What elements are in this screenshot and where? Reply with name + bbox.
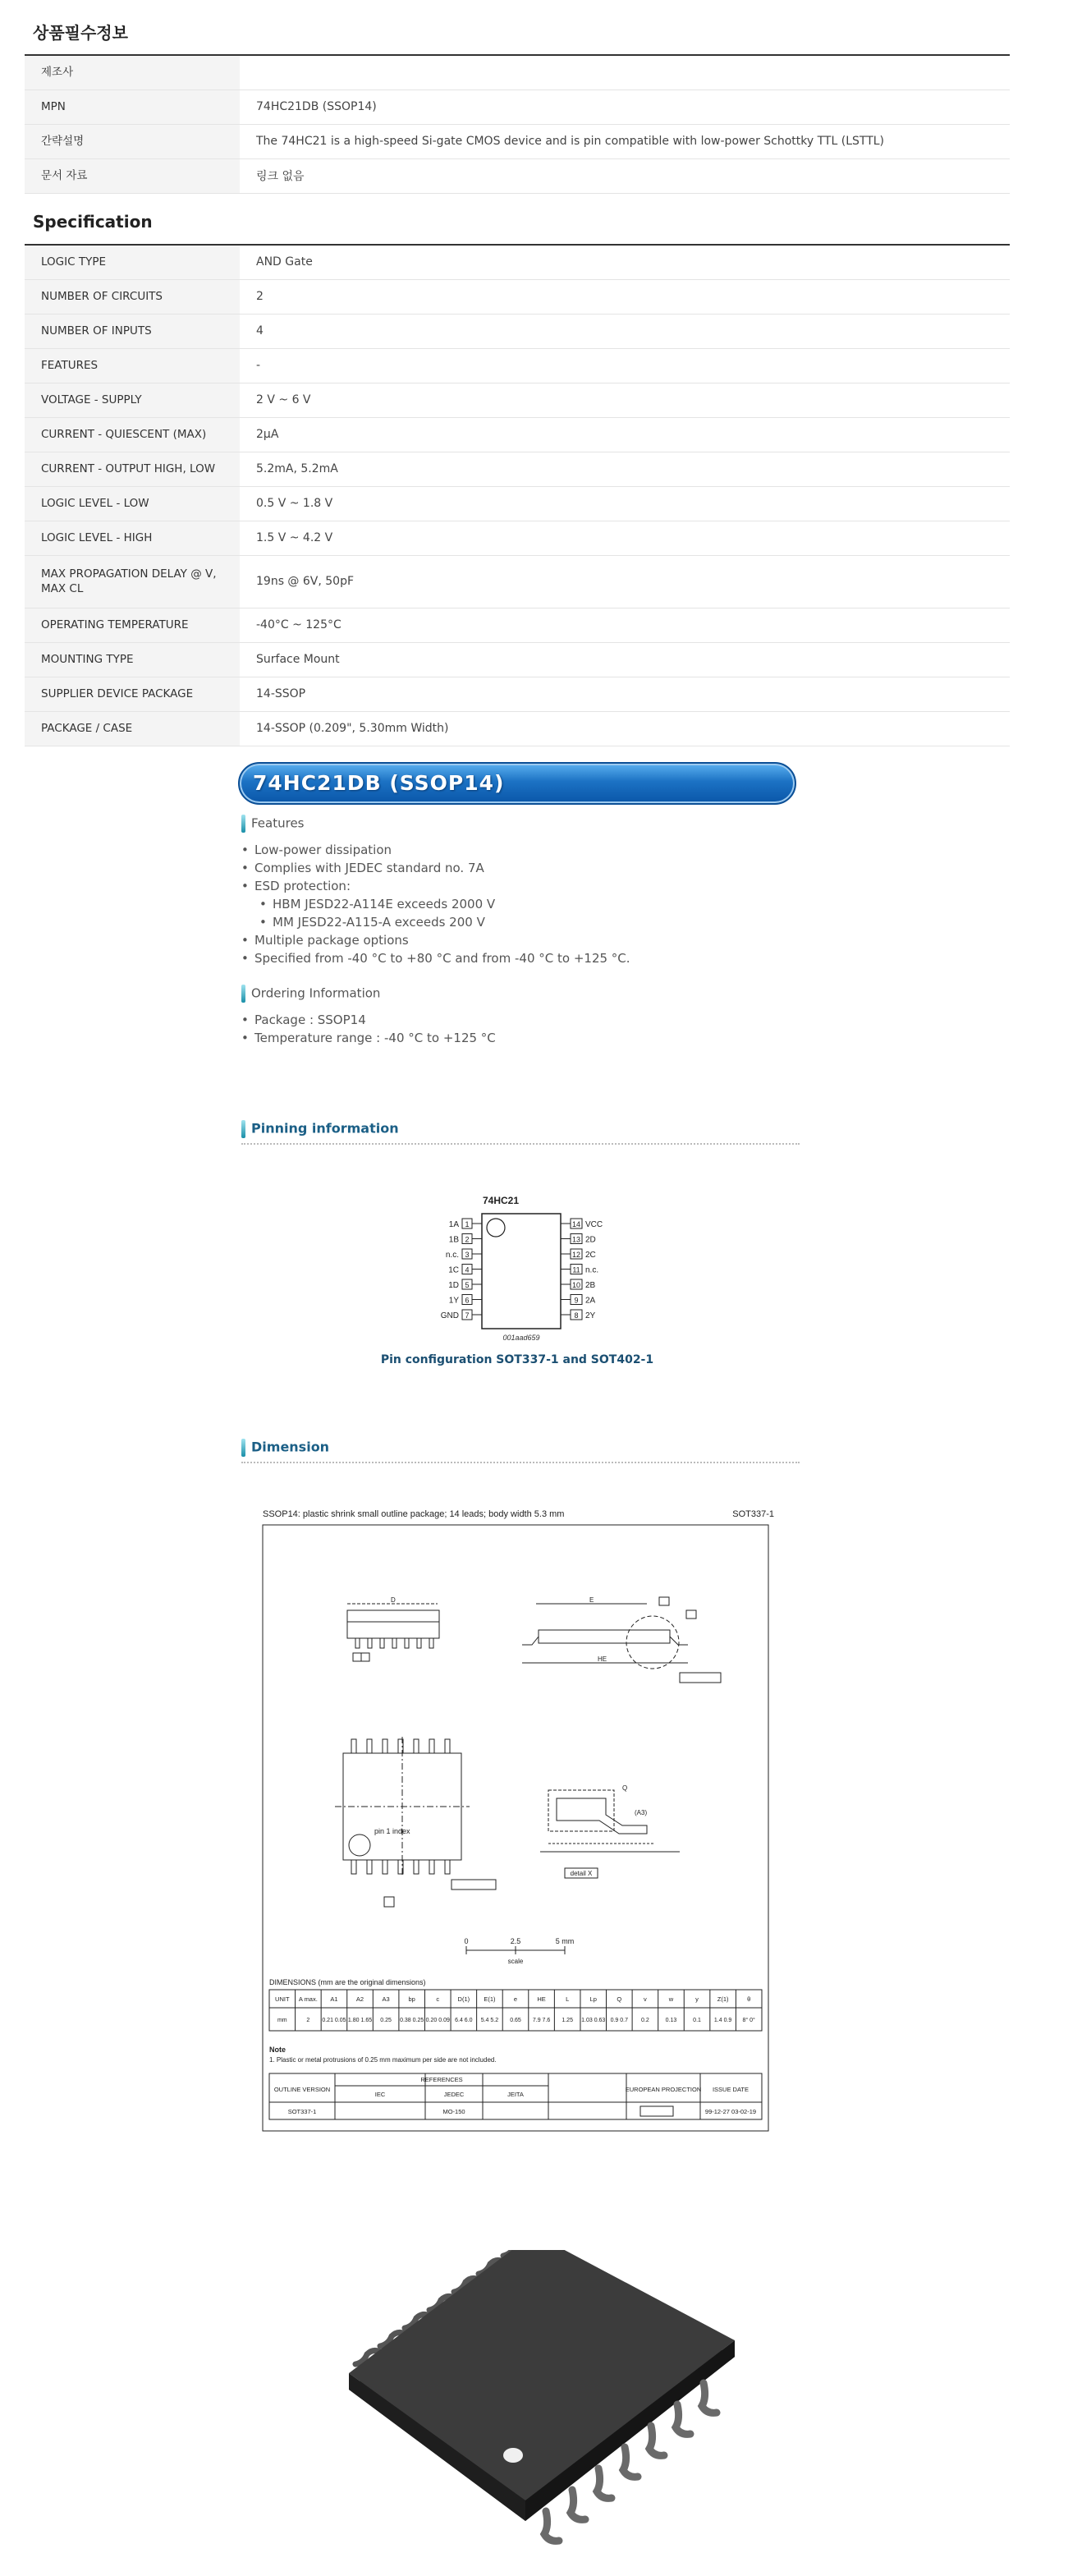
chip-lead [597,2468,612,2498]
dims-cell: 5.4 5.2 [480,2018,499,2023]
row-value: 2μA [240,417,1010,452]
pin1-dot [503,2448,523,2463]
table-row [25,124,1010,158]
list-item: • ESD protection: [241,877,630,895]
drawing-code: SOT337-1 [732,1509,774,1519]
chip-lead [571,2490,585,2519]
row-key: MAX PROPAGATION DELAY @ V, MAX CL [25,555,240,608]
outline-cell: 99-12-27 03-02-19 [704,2108,757,2115]
pin-name: 2Y [585,1311,596,1320]
pin-name: GND [440,1311,459,1320]
lead [367,1739,372,1753]
outline-header-cell: REFERENCES [420,2076,463,2083]
table-row [25,314,1010,348]
dimension-heading [241,1439,329,1457]
row-key: NUMBER OF INPUTS [25,314,240,348]
lead [383,1739,387,1753]
lead [429,1638,433,1648]
svg-text:(A3): (A3) [635,1809,648,1816]
table-row [25,711,1010,746]
bar-icon [241,815,245,833]
spec-title: Specification [33,212,153,232]
lead [445,1860,450,1874]
pin-number: 7 [465,1311,470,1320]
row-value: 5.2mA, 5.2mA [240,452,1010,486]
pin-name: n.c. [585,1265,599,1275]
row-key: CURRENT - OUTPUT HIGH, LOW [25,452,240,486]
pin-name: VCC [585,1220,603,1229]
table-row [25,486,1010,521]
table-row [25,608,1010,642]
pinout-chip-name: 74HC21 [482,1195,520,1206]
table-row [25,348,1010,383]
pinout-code: 001aad659 [502,1334,540,1342]
pin-number: 13 [571,1235,581,1244]
outline-cell: SOT337-1 [287,2108,317,2115]
list-item: • Specified from -40 °C to +80 °C and from -40 °C to +125 °C. [241,949,630,967]
dims-header-cell: HE [537,1995,546,2003]
row-key: CURRENT - QUIESCENT (MAX) [25,417,240,452]
pin-number: 9 [574,1296,579,1305]
table-row [25,90,1010,124]
table-row [25,417,1010,452]
scale-label: 2.5 [510,1937,521,1945]
row-value: 링크 없음 [240,158,1010,193]
ordering-list [241,1011,496,1047]
dimension-title: Dimension [251,1439,330,1455]
list-item: • MM JESD22-A115-A exceeds 200 V [241,913,630,931]
row-key: LOGIC TYPE [25,245,240,279]
dims-header-cell: A max. [298,1995,318,2003]
pin-caption: Pin configuration SOT337-1 and SOT402-1 [380,1353,654,1366]
table-row [25,677,1010,711]
pin-name: n.c. [445,1251,459,1260]
lead [355,1638,360,1648]
dims-cell: 1.03 0.63 [581,2018,606,2023]
pin-number: 2 [465,1235,470,1244]
lead [429,1739,434,1753]
lead [351,1860,356,1874]
row-key: NUMBER OF CIRCUITS [25,279,240,314]
dims-header-cell: Lp [589,1995,597,2003]
dims-cell: 8° 0° [742,2018,755,2023]
lead [351,1739,356,1753]
dims-cell: 1.4 0.9 [713,2018,732,2023]
note-title: Note [269,2046,286,2054]
scale-label: 5 mm [555,1937,575,1945]
pin-number: 1 [465,1220,470,1228]
drawing-frame [263,1525,768,2131]
list-item: • Low-power dissipation [241,841,630,859]
pin-number: 14 [571,1220,581,1228]
row-key: LOGIC LEVEL - HIGH [25,521,240,555]
lead [417,1638,421,1648]
row-value: 4 [240,314,1010,348]
drawing-title: SSOP14: plastic shrink small outline package; 14 leads; body width 5.3 mm [263,1509,565,1519]
dims-header-cell: v [644,1995,647,2003]
end-view [522,1596,721,1683]
row-key: MPN [25,90,240,124]
pinning-title: Pinning information [251,1120,399,1136]
scale-text: scale [507,1958,524,1965]
dims-header-cell: c [436,1995,440,2003]
dims-header-cell: L [566,1995,570,2003]
outline-header-cell: EUROPEAN PROJECTION [625,2086,702,2093]
lead [392,1638,397,1648]
dims-header-cell: Q [617,1995,622,2003]
dims-header-cell: y [695,1995,699,2003]
outline-header-cell: JEDEC [443,2091,465,2098]
dims-cell: mm [277,2018,287,2023]
row-key: 제조사 [25,55,240,90]
row-value: 2 [240,279,1010,314]
svg-text:HE: HE [598,1655,607,1663]
pin1-label: pin 1 index [374,1827,410,1835]
dims-header-cell: bp [408,1995,415,2003]
dims-cell: 0.2 [641,2018,649,2023]
pin-name: 1Y [448,1296,459,1306]
divider [241,1462,800,1463]
row-value: 74HC21DB (SSOP14) [240,90,1010,124]
divider [241,1143,800,1145]
info-title: 상품필수정보 [33,23,128,43]
row-value: -40°C ~ 125°C [240,608,1010,642]
lead [414,1739,419,1753]
detail-label: detail X [570,1870,593,1877]
top-view [335,1737,496,1907]
dims-header-cell: θ [747,1995,751,2003]
pin-number: 10 [571,1281,581,1289]
row-value [240,55,1010,90]
dims-cell: 0.65 [510,2018,521,2023]
chip-lead [676,2404,690,2434]
chip-photo [316,2250,743,2554]
note-text: 1. Plastic or metal protrusions of 0.25 mm maximum per side are not included. [269,2056,497,2064]
list-item: • HBM JESD22-A114E exceeds 2000 V [241,895,630,913]
dims-header-cell: A1 [330,1995,338,2003]
dims-header-cell: E(1) [484,1995,496,2003]
pin-name: 1B [448,1235,459,1245]
row-value: 14-SSOP (0.209", 5.30mm Width) [240,711,1010,746]
row-key: PACKAGE / CASE [25,711,240,746]
dims-table [269,1990,762,2031]
lead [368,1638,372,1648]
pin-name: 2B [585,1281,596,1290]
info-table [25,54,1010,194]
pin-name: 1C [448,1265,459,1275]
row-value: 19ns @ 6V, 50pF [240,555,1010,608]
dims-cell: 0.38 0.25 [400,2018,424,2023]
lead [367,1860,372,1874]
features-title: Features [251,815,305,831]
list-item: • Complies with JEDEC standard no. 7A [241,859,630,877]
chip-lead [623,2447,638,2477]
row-value: AND Gate [240,245,1010,279]
lead [445,1739,450,1753]
svg-text:Q: Q [622,1784,628,1792]
list-item: • Package : SSOP14 [241,1011,496,1029]
dimension-drawing [261,1507,778,2139]
pin-number: 12 [571,1251,581,1259]
dims-cell: 0.25 [380,2018,392,2023]
detail-x [540,1784,680,1878]
row-value: 1.5 V ~ 4.2 V [240,521,1010,555]
outline-header-cell: ISSUE DATE [712,2086,749,2093]
outline-header-cell: OUTLINE VERSION [273,2086,331,2093]
features-list [241,841,630,967]
lead [380,1638,384,1648]
row-value: Surface Mount [240,642,1010,677]
dims-cell: 7.9 7.6 [532,2018,551,2023]
dims-header-cell: w [668,1995,674,2003]
outline-header-cell: IEC [374,2091,386,2098]
spec-table [25,244,1010,746]
lead [405,1638,409,1648]
outline-cell: MO-150 [442,2108,465,2115]
bar-icon [241,1120,245,1138]
pin-number: 8 [574,1311,579,1320]
table-row [25,55,1010,90]
chip-lead [544,2511,559,2541]
dims-cell: 1.25 [562,2018,573,2023]
pin-number: 3 [465,1251,470,1259]
chip-lead [702,2383,717,2413]
pin-name: 2A [585,1296,596,1306]
lead [414,1860,419,1874]
lead [429,1860,434,1874]
dims-header-cell: Z(1) [717,1995,729,2003]
dims-cell: 0.21 0.05 [322,2018,346,2023]
pinning-heading [241,1120,399,1138]
table-row [25,452,1010,486]
dims-header-cell: A2 [355,1995,364,2003]
row-key: 간략설명 [25,124,240,158]
row-value: 0.5 V ~ 1.8 V [240,486,1010,521]
pinout-diagram [415,1191,612,1347]
pin-number: 5 [465,1281,470,1289]
pin1-marker [487,1219,505,1237]
row-key: FEATURES [25,348,240,383]
list-item: • Multiple package options [241,931,630,949]
row-key: OPERATING TEMPERATURE [25,608,240,642]
svg-text:D: D [391,1596,396,1604]
table-row [25,158,1010,193]
pin-number: 4 [465,1265,470,1274]
features-heading [241,815,305,833]
table-row [25,642,1010,677]
row-key: 문서 자료 [25,158,240,193]
dims-header-cell: A3 [382,1995,390,2003]
outline-table [269,2073,762,2119]
table-row [25,555,1010,608]
row-key: VOLTAGE - SUPPLY [25,383,240,417]
chip-lead [649,2426,664,2455]
table-row [25,383,1010,417]
list-item: • Temperature range : -40 °C to +125 °C [241,1029,496,1047]
product-banner [238,762,796,805]
table-row [25,245,1010,279]
dims-cell: 0.13 [665,2018,677,2023]
row-key: SUPPLIER DEVICE PACKAGE [25,677,240,711]
pin-name: 1A [448,1220,459,1229]
dims-cell: 6.4 6.0 [455,2018,473,2023]
ordering-title: Ordering Information [251,985,381,1001]
row-key: MOUNTING TYPE [25,642,240,677]
row-value: 2 V ~ 6 V [240,383,1010,417]
dims-header-cell: D(1) [457,1995,470,2003]
scale-bar [464,1937,574,1965]
dims-header-cell: e [513,1995,518,2003]
dims-cell: 2 [306,2018,310,2023]
table-row [25,279,1010,314]
lead [383,1860,387,1874]
projection-symbol [640,2106,673,2116]
pin-name: 1D [448,1281,459,1290]
pin-number: 6 [465,1296,470,1305]
row-key: LOGIC LEVEL - LOW [25,486,240,521]
bar-icon [241,1439,245,1457]
dims-cell: 0.20 0.09 [425,2018,450,2023]
svg-text:E: E [589,1596,594,1604]
chip-top [349,2250,735,2500]
bar-icon [241,985,245,1003]
ordering-heading [241,985,380,1003]
dims-header-cell: UNIT [275,1995,290,2003]
side-view [347,1596,439,1661]
dims-title: DIMENSIONS (mm are the original dimensions) [269,1978,426,1986]
dims-cell: 1.80 1.65 [347,2018,373,2023]
scale-label: 0 [464,1937,469,1945]
row-value: The 74HC21 is a high-speed Si-gate CMOS device and is pin compatible with low-power Schottky TTL (LSTTL) [240,124,1010,158]
row-value: - [240,348,1010,383]
pin-name: 2D [585,1235,596,1245]
dims-cell: 0.1 [693,2018,701,2023]
pin-name: 2C [585,1251,596,1260]
banner-text: 74HC21DB (SSOP14) [253,771,505,795]
table-row [25,521,1010,555]
outline-header-cell: JEITA [507,2091,524,2098]
row-value: 14-SSOP [240,677,1010,711]
dims-cell: 0.9 0.7 [610,2018,629,2023]
pin-number: 11 [572,1265,580,1274]
